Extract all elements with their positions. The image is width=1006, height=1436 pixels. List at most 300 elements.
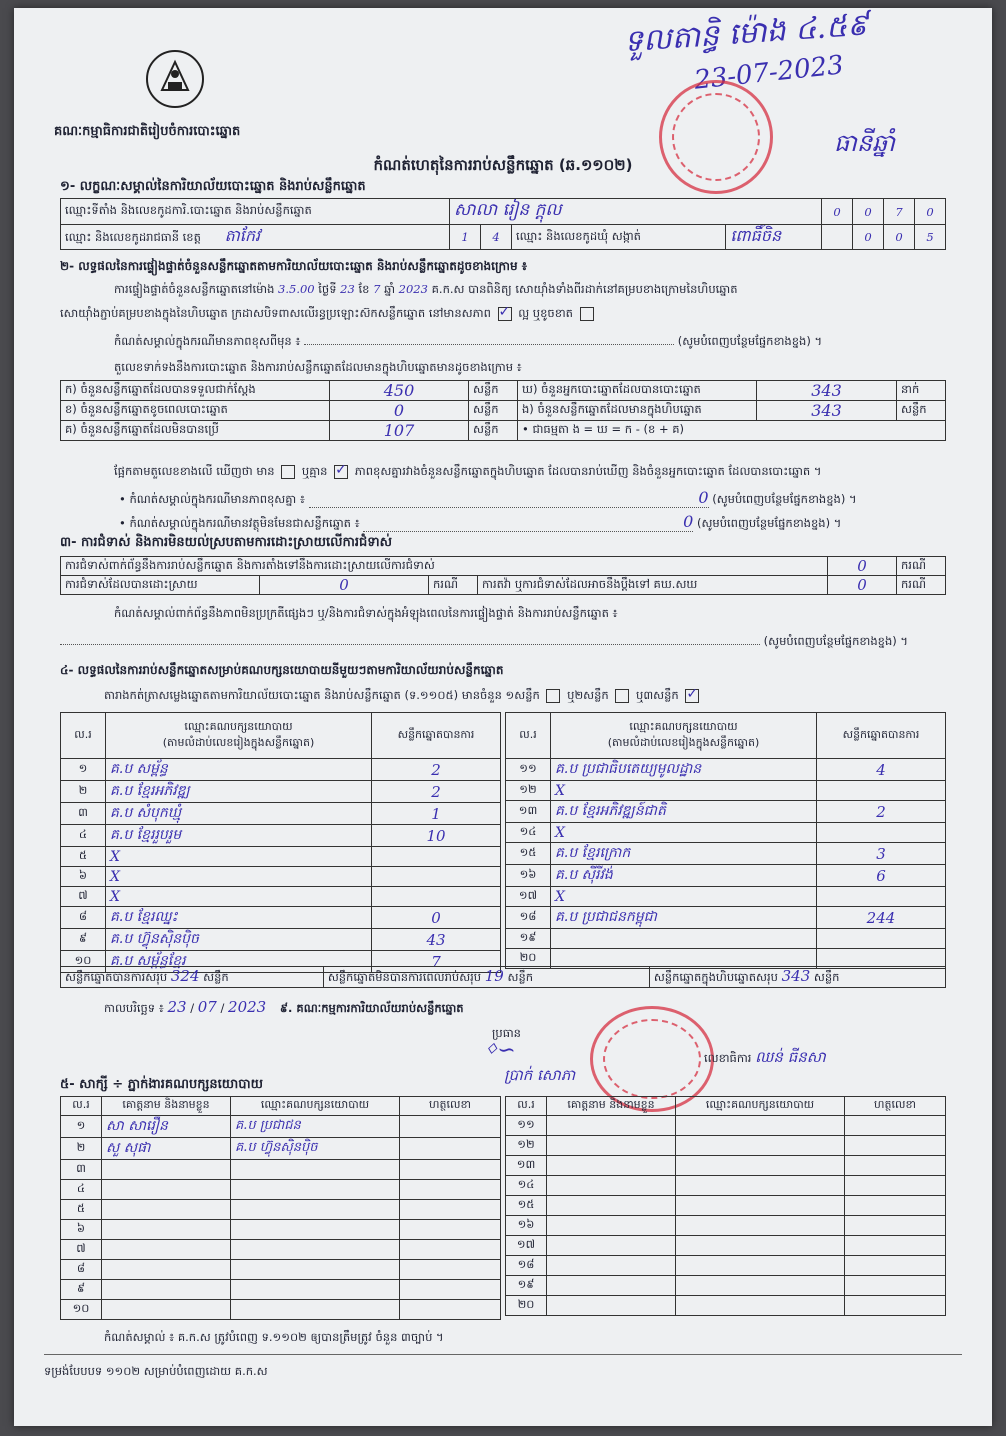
witness-party: [231, 1300, 400, 1320]
s3-row1-label: ការជំទាស់ពាក់ព័ន្ធនឹងការរាប់សន្លឹកឆ្នោត និងការតាំងទៅនឹងការដោះស្រាយលើការជំទាស់: [61, 557, 828, 576]
witness-party: [231, 1220, 400, 1240]
result-votes: [372, 867, 501, 887]
total-invalid-value: 19: [484, 967, 504, 985]
witness-party: [676, 1276, 845, 1296]
witness-party: [676, 1296, 845, 1316]
s5-footnote: កំណត់សម្គាល់ ៖ គ.ក.ស ត្រូវបំពេញ ទ.១១០២ ឲ្យបានត្រឹមត្រូវ ចំនួន ៣ច្បាប់ ។: [104, 1330, 444, 1344]
verify-text-a: ការផ្ទៀងផ្ទាត់ចំនួនសន្លឹកឆ្នោតនៅម៉ោង: [114, 282, 275, 296]
total-invalid-label: សន្លឹកឆ្នោតមិនបានការពេលរាប់សរុប: [327, 970, 482, 984]
witness-no: ៤: [61, 1180, 102, 1200]
s1-row2-digit2: 0: [853, 225, 884, 250]
result-votes: 2: [372, 759, 501, 781]
s3-row2-value: 0: [260, 576, 429, 595]
result-votes: [372, 887, 501, 907]
result-no: ១២: [506, 781, 551, 801]
s1-row2-digit: 1: [450, 225, 481, 250]
s1-row2-value: តាកែវ: [224, 226, 261, 245]
result-no: ១៧: [506, 887, 551, 907]
witness-no: ១៦: [506, 1216, 547, 1236]
witness-sign: [400, 1260, 501, 1280]
result-no: ១: [61, 759, 106, 781]
compare-text3: ភាពខុសគ្នារវាងចំនួនសន្លឹកឆ្នោតក្នុងហិបឆ្នោត ដែលបានរាប់ឃើញ និងចំនួនអ្នកបោះឆ្នោត ដែលបានបោះឆ្នោត ។: [354, 464, 822, 478]
witness-sign: [400, 1138, 501, 1160]
result-no: ៤: [61, 825, 106, 847]
witness-party: [676, 1216, 845, 1236]
result-votes: [817, 823, 946, 843]
witness-sign: [845, 1296, 946, 1316]
witness-sign: [845, 1116, 946, 1136]
result-row: [61, 929, 501, 951]
result-votes: [817, 887, 946, 907]
col-sign: ហត្ថលេខា: [845, 1097, 946, 1116]
result-no: ៧: [61, 887, 106, 907]
note-damaged-blank[interactable]: [304, 344, 674, 345]
witness-sign: [845, 1276, 946, 1296]
s1-row1-label: ឈ្មោះទីតាំង និងលេខកូដការិ.បោះឆ្នោត និងរាប់សន្លឹកឆ្នោត: [61, 199, 450, 225]
verify-line2: [60, 306, 597, 323]
s1-row2-digit2: 0: [884, 225, 915, 250]
witness-row: [506, 1196, 946, 1216]
col-party: [551, 713, 817, 759]
sheets2-checkbox[interactable]: [615, 689, 629, 703]
bullet2-value: 0: [683, 512, 694, 531]
witness-no: ១៧: [506, 1236, 547, 1256]
witness-party: [676, 1196, 845, 1216]
result-row: [61, 867, 501, 887]
result-votes: [817, 781, 946, 801]
result-party: [551, 929, 817, 949]
witness-row: [506, 1296, 946, 1316]
s1-row2-value2: ពោធិ៍ចិន: [726, 225, 822, 250]
intact-checkbox[interactable]: [498, 307, 512, 321]
s3-note: កំណត់សម្គាល់ពាក់ព័ន្ធនឹងភាពមិនប្រក្រតីផ្សេងៗ ឬ/និងការជំទាស់ក្នុងអំឡុងពេលនៃការផ្ទៀងផ្ទាត់ និងការរាប់សន្លឹកឆ្នោត ៖: [114, 606, 618, 620]
result-row: [506, 929, 946, 949]
witness-sign: [400, 1160, 501, 1180]
s4-intro: តារាងកត់ត្រាសម្លេងឆ្នោតតាមការិយាល័យបោះឆ្នោត និងរាប់សន្លឹកឆ្នោត (ទ.១១០៥) មានចំនួន ១សន្លឹក: [104, 688, 540, 702]
witness-no: ១: [61, 1116, 102, 1138]
col-no: ល.រ: [506, 1097, 547, 1116]
bullet2-blank[interactable]: [363, 512, 693, 532]
s3-unit: ករណី: [897, 576, 946, 595]
witness-no: ១១: [506, 1116, 547, 1136]
witness-party: [676, 1176, 845, 1196]
counts-row: [61, 401, 946, 421]
counts-intro: តួលេខទាក់ទងនឹងការបោះឆ្នោត និងការរាប់សន្លឹកឆ្នោតដែលមានក្នុងហិបឆ្នោតមានដូចខាងក្រោម ៖: [114, 360, 522, 374]
date-line: កាលបរិច្ឆេទ ៖ 23 / 07 / 2023 ៩. គណៈកម្មការការិយាល័យរាប់សន្លឹកឆ្នោត: [104, 998, 464, 1016]
bullet1-line: [119, 488, 857, 509]
sheets1-checkbox[interactable]: [546, 689, 560, 703]
count-label: គ) ចំនួនសន្លឹកឆ្នោតដែលមិនបានប្រើ: [61, 421, 330, 441]
result-party: X: [551, 781, 817, 801]
result-row: [61, 781, 501, 803]
count-unit: សន្លឹក: [897, 401, 946, 421]
total-invalid: [323, 967, 649, 988]
result-no: ៣: [61, 803, 106, 825]
s1-row2-label: [61, 225, 450, 250]
verify-text-b: ថ្ងៃទី: [318, 282, 337, 296]
s1-row1-digit: 7: [884, 199, 915, 225]
witness-name: [102, 1160, 231, 1180]
witness-sign: [400, 1220, 501, 1240]
footer-divider: [44, 1354, 962, 1355]
witness-party: [676, 1116, 845, 1136]
s4-opt3: ឬ៣សន្លឹក: [636, 688, 679, 702]
result-no: ២០: [506, 949, 551, 969]
col-party-title: ឈ្មោះគណបក្សនយោបាយ: [184, 719, 293, 733]
count-unit: សន្លឹក: [469, 401, 518, 421]
count-value: 0: [330, 401, 469, 421]
witness-no: ២: [61, 1138, 102, 1160]
result-no: ៥: [61, 847, 106, 867]
result-no: ១៥: [506, 843, 551, 865]
bullet2-text: • កំណត់សម្គាល់ក្នុងករណីមានវត្ថុមិនមែនជាសន្លឹកឆ្នោត ៖: [119, 516, 360, 530]
emblem-icon: [144, 48, 206, 110]
s1-row1-digit: 0: [853, 199, 884, 225]
diff-yes-checkbox[interactable]: [281, 465, 295, 479]
s3-note-blank[interactable]: [60, 644, 760, 645]
col-no: ល.រ: [506, 713, 551, 759]
verify-year: 2023: [398, 282, 428, 296]
witness-party: [231, 1200, 400, 1220]
section2-heading: ២- លទ្ធផលនៃការផ្ទៀងផ្ទាត់ចំនួនសន្លឹកឆ្នោតតាមការិយាល័យបោះឆ្នោត និងរាប់សន្លឹកឆ្នោតដូចខាងក្រោម ៖: [60, 259, 528, 273]
s1-row2-blank: [822, 225, 853, 250]
form-title: កំណត់ហេតុនៃការរាប់សន្លឹកឆ្នោត (ឆ.១១០២): [373, 156, 633, 174]
count-label: ឃ) ចំនួនអ្នកបោះឆ្នោតដែលបានបោះឆ្នោត: [518, 381, 757, 401]
result-row: [506, 865, 946, 887]
result-votes: 2: [372, 781, 501, 803]
result-votes: 7: [372, 951, 501, 973]
result-party: គ.ប ប្រជាជនកម្ពុជា: [551, 907, 817, 929]
s1-row1-digit: 0: [822, 199, 853, 225]
witness-row: [506, 1156, 946, 1176]
witness-name: [102, 1180, 231, 1200]
col-name: គោត្តនាម និងនាមខ្លួន: [102, 1097, 231, 1116]
witness-row: [506, 1176, 946, 1196]
result-votes: [372, 847, 501, 867]
witness-row: [61, 1280, 501, 1300]
section3-table: [60, 556, 946, 595]
annotation-date: 23-07-2023: [692, 50, 846, 96]
diff-no-checkbox[interactable]: [334, 465, 348, 479]
witness-no: ១៤: [506, 1176, 547, 1196]
result-votes: 43: [372, 929, 501, 951]
result-votes: 1: [372, 803, 501, 825]
col-sign: ហត្ថលេខា: [400, 1097, 501, 1116]
total-box-value: 343: [781, 967, 811, 985]
witness-party: គ.ប ហ៊្វុនស៊ិនប៉ិច: [231, 1138, 400, 1160]
result-votes: [817, 929, 946, 949]
result-party: X: [106, 867, 372, 887]
s3-row1-value: 0: [828, 557, 897, 576]
witness-name: [547, 1216, 676, 1236]
witness-name: [547, 1116, 676, 1136]
result-party: X: [551, 887, 817, 907]
witness-no: ៣: [61, 1160, 102, 1180]
witness-sign: [400, 1300, 501, 1320]
annotation-top: ទួលតាន្ធិ ម៉ោង ៤.៥៩: [622, 7, 870, 60]
bullet1-blank[interactable]: [309, 488, 709, 508]
result-no: ៩: [61, 929, 106, 951]
witness-row: [61, 1260, 501, 1280]
witness-party: [231, 1180, 400, 1200]
result-party: គ.ប ខ្មែរក្រោក: [551, 843, 817, 865]
fill-hint: (សូមបំពេញបន្ថែមផ្នែកខាងខ្នង) ។: [677, 334, 823, 348]
result-votes: 244: [817, 907, 946, 929]
verify-text-e: គ.ក.ស បានពិនិត្យ សោយ៉ាំងទាំងពីរដាក់នៅគម្របខាងក្រោមនៃហិបឆ្នោត: [431, 282, 738, 296]
result-votes: 2: [817, 801, 946, 823]
witness-no: ២០: [506, 1296, 547, 1316]
witness-party: [676, 1156, 845, 1176]
witness-no: ១៩: [506, 1276, 547, 1296]
witness-no: ៧: [61, 1240, 102, 1260]
result-row: [506, 823, 946, 843]
count-label: ក) ចំនួនសន្លឹកឆ្នោតដែលបានទទួលជាក់ស្ដែង: [61, 381, 330, 401]
s4-opt2: ឬ២សន្លឹក: [567, 688, 609, 702]
compare-text: ផ្អែកតាមតួលេខខាងលើ ឃើញថា មាន: [114, 464, 275, 478]
witness-party: [676, 1136, 845, 1156]
results-table-right: [505, 712, 946, 969]
compare-line: [114, 464, 821, 481]
result-party: X: [551, 823, 817, 843]
count-value: 450: [330, 381, 469, 401]
witness-sign: [845, 1156, 946, 1176]
result-party: គ.ប ខ្មែរអភិវឌ្ឍ: [106, 781, 372, 803]
witness-no: ៩: [61, 1280, 102, 1300]
witness-no: ៦: [61, 1220, 102, 1240]
col-no: ល.រ: [61, 1097, 102, 1116]
witness-name: [547, 1236, 676, 1256]
count-label: ង) ចំនួនសន្លឹកឆ្នោតដែលមានក្នុងហិបឆ្នោត: [518, 401, 757, 421]
witness-party: គ.ប ប្រជាជន: [231, 1116, 400, 1138]
col-party: ឈ្មោះគណបក្សនយោបាយ: [231, 1097, 400, 1116]
bullet1-value: 0: [698, 488, 709, 507]
witness-row: [506, 1216, 946, 1236]
col-name: គោត្តនាម និងនាមខ្លួន: [547, 1097, 676, 1116]
count-value: 343: [757, 381, 897, 401]
witness-table-right: [505, 1096, 946, 1316]
result-party: គ.ប សម្ព័ន្ធ: [106, 759, 372, 781]
result-party: គ.ប ខ្មែរឈ្នះ: [106, 907, 372, 929]
witness-no: ១០: [61, 1300, 102, 1320]
date-year: 2023: [228, 998, 267, 1016]
result-party: គ.ប សំបុកឃ្មុំ: [106, 803, 372, 825]
date-month: 07: [197, 998, 217, 1016]
witness-table-left: [60, 1096, 501, 1320]
witness-no: ១៥: [506, 1196, 547, 1216]
s3-row2-label2: ការតវ៉ា ឬការជំទាស់ដែលអាចនឹងប្ដឹងទៅ គឃ.សឃ: [478, 576, 828, 595]
witness-sign: [845, 1196, 946, 1216]
fill-hint: (សូមបំពេញបន្ថែមផ្នែកខាងខ្នង) ។: [712, 492, 857, 506]
total-valid: [61, 967, 324, 988]
witness-party: [231, 1160, 400, 1180]
total-valid-value: 324: [170, 967, 200, 985]
result-party: X: [106, 847, 372, 867]
count-value: 343: [757, 401, 897, 421]
witness-row: [61, 1138, 501, 1160]
witness-party: [676, 1256, 845, 1276]
secretary-label: លេខាធិការ: [704, 1051, 752, 1065]
result-party: គ.ប ស៊ីរីវង់: [551, 865, 817, 887]
witness-name: សួ សុផា: [102, 1138, 231, 1160]
witness-party: [231, 1240, 400, 1260]
col-votes: សន្លឹកឆ្នោតបានការ: [817, 713, 946, 759]
verify-text-c: ខែ: [358, 282, 370, 296]
section1-table: [60, 198, 946, 250]
section4-heading: ៤- លទ្ធផលនៃការរាប់សន្លឹកឆ្នោតសម្រាប់គណបក្សនយោបាយនីមួយៗតាមការិយាល័យរាប់សន្លឹកឆ្នោត: [60, 663, 504, 677]
result-row: [61, 803, 501, 825]
result-no: ៨: [61, 907, 106, 929]
witness-name: [102, 1280, 231, 1300]
verify-text-d: ឆ្នាំ: [384, 282, 396, 296]
witness-sign: [845, 1236, 946, 1256]
counts-row: [61, 381, 946, 401]
s3-row2-label: ការជំទាស់ដែលបានដោះស្រាយ: [61, 576, 260, 595]
result-party: គ.ប ហ៊្វុនស៊ិនប៉ិច: [106, 929, 372, 951]
s3-unit: ករណី: [897, 557, 946, 576]
compare-text2: ឬគ្មាន: [301, 464, 328, 478]
witness-party: [676, 1236, 845, 1256]
witness-sign: [845, 1136, 946, 1156]
count-unit: នាក់: [897, 381, 946, 401]
result-votes: 10: [372, 825, 501, 847]
date-day: 23: [167, 998, 187, 1016]
result-no: ១០: [61, 951, 106, 973]
count-unit: សន្លឹក: [469, 381, 518, 401]
result-no: ១៤: [506, 823, 551, 843]
witness-row: [61, 1220, 501, 1240]
result-row: [61, 759, 501, 781]
result-no: ១៨: [506, 907, 551, 929]
witness-row: [506, 1136, 946, 1156]
count-value: 107: [330, 421, 469, 441]
result-party: គ.ប សម្ព័ន្ធខ្មែរ: [106, 951, 372, 973]
s3-note-line: [60, 634, 908, 651]
witness-row: [506, 1116, 946, 1136]
result-row: [506, 907, 946, 929]
fill-hint: (សូមបំពេញបន្ថែមផ្នែកខាងខ្នង) ។: [696, 516, 842, 530]
damaged-label: ឬខូចខាត: [532, 306, 573, 320]
note-damaged: [114, 334, 822, 351]
witness-name: [102, 1200, 231, 1220]
form-footer: ទម្រង់បែបបទ ១១០២ សម្រាប់បំពេញដោយ គ.ក.ស: [44, 1364, 268, 1378]
verify-time: 3.5.00: [278, 282, 315, 296]
witness-row: [61, 1116, 501, 1138]
witness-name: [547, 1176, 676, 1196]
sheets3-checkbox[interactable]: [685, 689, 699, 703]
result-votes: 6: [817, 865, 946, 887]
witness-row: [61, 1300, 501, 1320]
col-votes: សន្លឹកឆ្នោតបានការ: [372, 713, 501, 759]
witness-party: [231, 1280, 400, 1300]
total-unit: សន្លឹក: [813, 970, 840, 984]
result-row: [61, 847, 501, 867]
witness-sign: [400, 1180, 501, 1200]
result-votes: 3: [817, 843, 946, 865]
result-votes: 0: [372, 907, 501, 929]
col-no: ល.រ: [61, 713, 106, 759]
bullet1-text: • កំណត់សម្គាល់ក្នុងករណីមានភាពខុសគ្នា ៖: [119, 492, 305, 506]
col-party: [106, 713, 372, 759]
witness-name: [547, 1156, 676, 1176]
witness-name: [547, 1276, 676, 1296]
result-row: [506, 801, 946, 823]
count-label: ខ) ចំនួនសន្លឹកឆ្នោតខូចពេលបោះឆ្នោត: [61, 401, 330, 421]
counts-row: [61, 421, 946, 441]
formula-note: • ជាធម្មតា ង = ឃ = ក - (ខ + គ): [518, 421, 946, 441]
witness-row: [506, 1256, 946, 1276]
verify-line: [114, 282, 738, 299]
verify-day: 23: [340, 282, 355, 296]
col-party: ឈ្មោះគណបក្សនយោបាយ: [676, 1097, 845, 1116]
total-box: [649, 967, 945, 988]
s1-row1-digit: 0: [915, 199, 946, 225]
count-unit: សន្លឹក: [469, 421, 518, 441]
witness-name: [547, 1136, 676, 1156]
section1-heading: ១- លក្ខណៈសម្គាល់នៃការិយាល័យបោះឆ្នោត និងរាប់សន្លឹកឆ្នោត: [60, 179, 366, 194]
result-row: [61, 887, 501, 907]
witness-row: [506, 1236, 946, 1256]
result-no: ១៦: [506, 865, 551, 887]
s1-row1-value: សាលា រៀន ក្ដុល: [450, 199, 822, 225]
witness-name: [547, 1256, 676, 1276]
chief-name: ប្រាក់ សោភា: [504, 1066, 576, 1084]
witness-sign: [400, 1116, 501, 1138]
s1-row2-digit2: 5: [915, 225, 946, 250]
col-party-sub: (តាមលំដាប់លេខរៀងក្នុងសន្លឹកឆ្នោត): [162, 735, 315, 749]
witness-name: [102, 1220, 231, 1240]
result-party: គ.ប ខ្មែររួបរួម: [106, 825, 372, 847]
witness-row: [61, 1200, 501, 1220]
witness-row: [61, 1180, 501, 1200]
s1-row2-label-text: ឈ្មោះ និងលេខកូដរាជធានី ខេត្ត: [65, 230, 201, 244]
witness-name: [102, 1240, 231, 1260]
witness-row: [506, 1276, 946, 1296]
totals-table: [60, 966, 946, 988]
bullet2-line: [119, 512, 841, 533]
witness-no: ១២: [506, 1136, 547, 1156]
results-table-left: [60, 712, 501, 973]
committee-label: ៩. គណៈកម្មការការិយាល័យរាប់សន្លឹកឆ្នោត: [279, 1001, 464, 1015]
result-party: គ.ប ខ្មែរអភិវឌ្ឍន៍ជាតិ: [551, 801, 817, 823]
counts-table: [60, 380, 946, 441]
result-row: [506, 781, 946, 801]
date-label: កាលបរិច្ឆេទ ៖: [104, 1001, 164, 1015]
result-row: [506, 843, 946, 865]
witness-party: [231, 1260, 400, 1280]
result-no: ១១: [506, 759, 551, 781]
witness-no: ១៣: [506, 1156, 547, 1176]
result-votes: 4: [817, 759, 946, 781]
s3-row2-value2: 0: [828, 576, 897, 595]
s1-row2-digit: 4: [481, 225, 512, 250]
result-no: ១៩: [506, 929, 551, 949]
result-row: [506, 887, 946, 907]
result-row: [506, 759, 946, 781]
s3-unit: ករណី: [429, 576, 478, 595]
witness-sign: [845, 1216, 946, 1236]
witness-name: [547, 1196, 676, 1216]
intact-label: ល្អ: [518, 306, 530, 320]
secretary-line: [704, 1048, 826, 1070]
damaged-checkbox[interactable]: [580, 307, 594, 321]
form-paper: [14, 8, 992, 1426]
witness-sign: [400, 1280, 501, 1300]
s1-row2-label2: ឈ្មោះ និងលេខកូដឃុំ សង្កាត់: [512, 225, 726, 250]
chief-signature: ᛜ∽: [484, 1038, 516, 1063]
witness-no: ១៨: [506, 1256, 547, 1276]
col-party-title: ឈ្មោះគណបក្សនយោបាយ: [629, 719, 738, 733]
witness-row: [61, 1160, 501, 1180]
